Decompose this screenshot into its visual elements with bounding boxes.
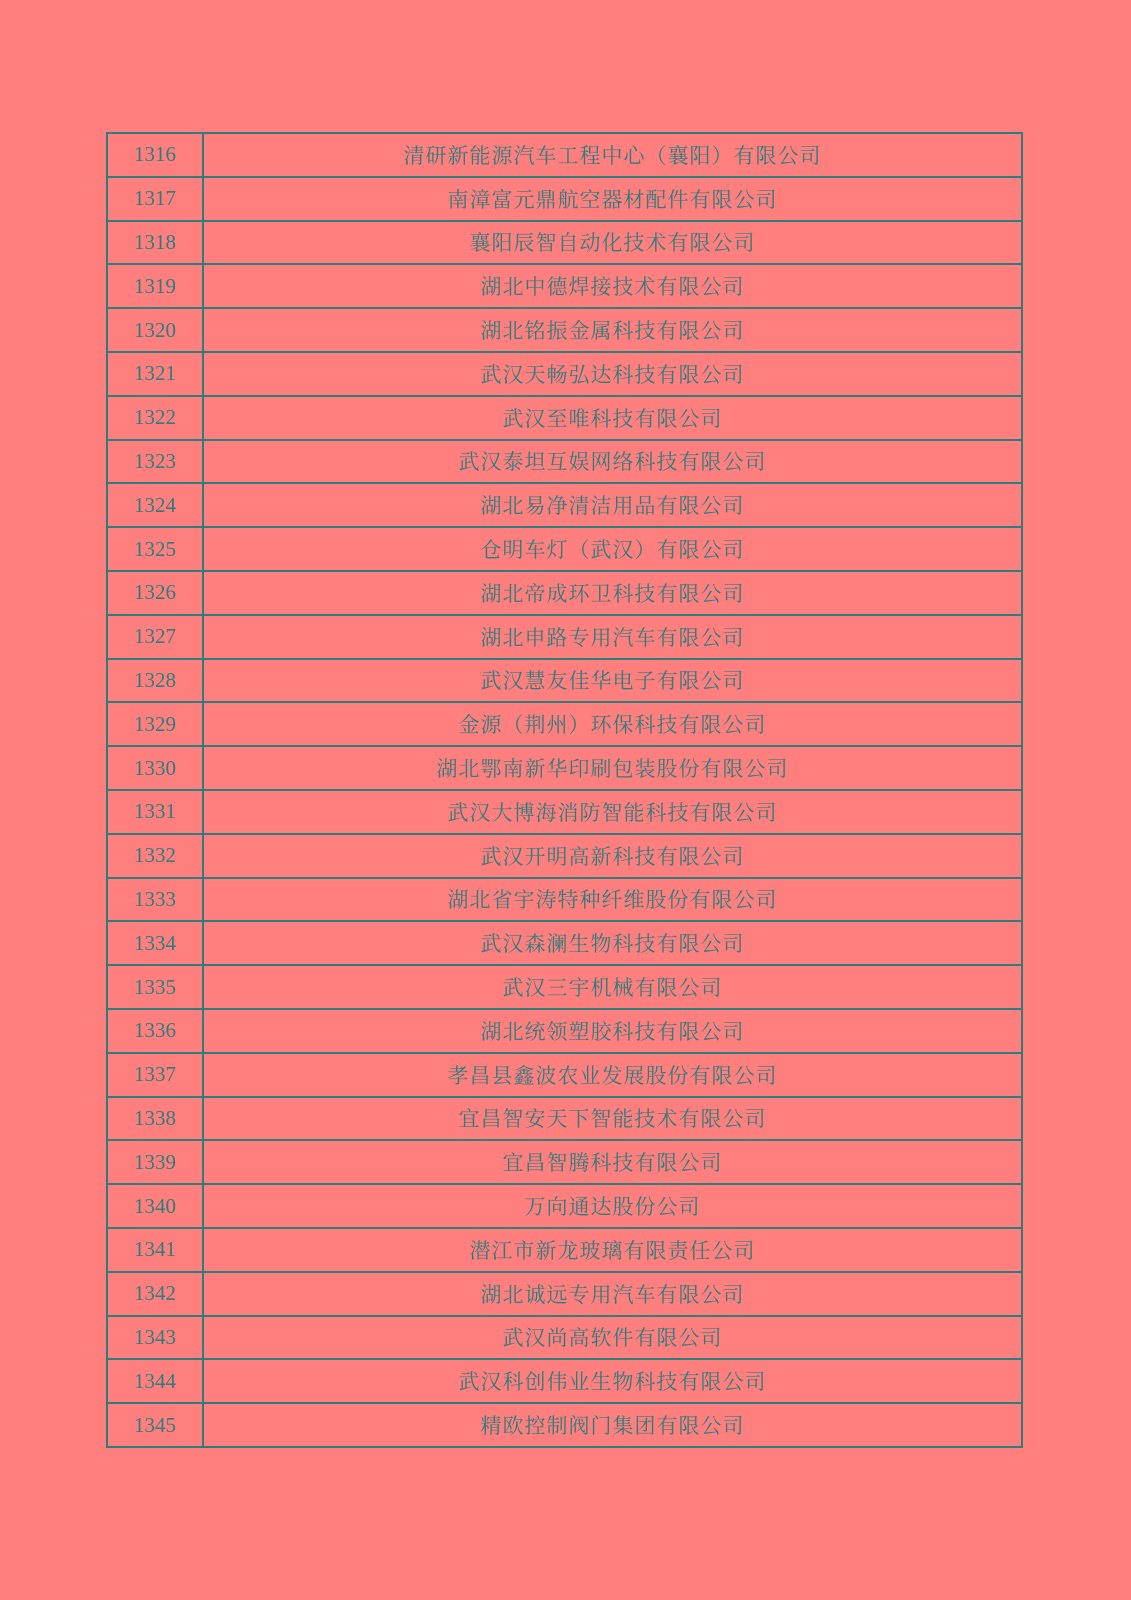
row-number: 1335: [108, 966, 204, 1008]
row-number: 1339: [108, 1141, 204, 1183]
company-name: 武汉泰坦互娱网络科技有限公司: [458, 450, 767, 475]
row-number: 1318: [108, 222, 204, 264]
company-name: 湖北易净清洁用品有限公司: [480, 494, 745, 519]
company-name: 湖北铭振金属科技有限公司: [480, 319, 745, 344]
company-name: 武汉大博海消防智能科技有限公司: [447, 800, 778, 825]
table-row: [108, 1185, 1021, 1229]
row-number: 1329: [108, 703, 204, 745]
table-row: [108, 353, 1021, 397]
company-name: 宜昌智安天下智能技术有限公司: [458, 1107, 767, 1132]
table-row: [108, 1098, 1021, 1142]
company-name: 武汉科创伟业生物科技有限公司: [458, 1370, 767, 1395]
company-name: 湖北诚远专用汽车有限公司: [480, 1282, 745, 1307]
row-number: 1332: [108, 835, 204, 877]
table-row: [108, 1317, 1021, 1361]
table-row: [108, 791, 1021, 835]
table-row: [108, 1404, 1021, 1448]
row-number: 1322: [108, 397, 204, 439]
company-name: 湖北帝成环卫科技有限公司: [480, 581, 745, 606]
table-row: [108, 1054, 1021, 1098]
table-row: [108, 660, 1021, 704]
row-number: 1340: [108, 1185, 204, 1227]
company-name: 武汉三宇机械有限公司: [502, 976, 723, 1001]
row-number: 1317: [108, 178, 204, 220]
company-name: 湖北鄂南新华印刷包装股份有限公司: [436, 757, 789, 782]
table-row: [108, 747, 1021, 791]
company-name: 武汉天畅弘达科技有限公司: [480, 362, 745, 387]
company-name: 武汉慧友佳华电子有限公司: [480, 669, 745, 694]
company-name: 金源（荆州）环保科技有限公司: [458, 713, 767, 738]
table-row: [108, 703, 1021, 747]
table-row: [108, 922, 1021, 966]
row-number: 1341: [108, 1229, 204, 1271]
row-number: 1343: [108, 1317, 204, 1359]
company-name: 湖北统领塑胶科技有限公司: [480, 1019, 745, 1044]
row-number: 1330: [108, 747, 204, 789]
table-row: [108, 1229, 1021, 1273]
table-row: [108, 441, 1021, 485]
company-name: 精欧控制阀门集团有限公司: [480, 1414, 745, 1438]
table-row: [108, 309, 1021, 353]
company-name: 仓明车灯（武汉）有限公司: [480, 538, 745, 563]
row-number: 1338: [108, 1098, 204, 1140]
company-name: 湖北中德焊接技术有限公司: [480, 275, 745, 300]
table-row: [108, 879, 1021, 923]
company-name: 潜江市新龙玻璃有限责任公司: [469, 1238, 756, 1263]
company-name: 武汉开明高新科技有限公司: [480, 844, 745, 869]
row-number: 1328: [108, 660, 204, 702]
table-row: [108, 835, 1021, 879]
table-row: [108, 265, 1021, 309]
table-row: [108, 966, 1021, 1010]
row-number: 1316: [108, 134, 204, 176]
company-name: 湖北省宇涛特种纤维股份有限公司: [447, 888, 778, 913]
row-number: 1334: [108, 922, 204, 964]
table-row: [108, 1273, 1021, 1317]
table-row: [108, 1010, 1021, 1054]
row-number: 1337: [108, 1054, 204, 1096]
company-name: 武汉至唯科技有限公司: [502, 406, 723, 431]
company-name: 武汉森澜生物科技有限公司: [480, 932, 745, 957]
row-number: 1323: [108, 441, 204, 483]
company-name: 清研新能源汽车工程中心（襄阳）有限公司: [403, 143, 822, 168]
table-row: [108, 178, 1021, 222]
row-number: 1327: [108, 616, 204, 658]
table-row: [108, 484, 1021, 528]
row-number: 1326: [108, 572, 204, 614]
company-name: 湖北申路专用汽车有限公司: [480, 625, 745, 650]
table-row: [108, 572, 1021, 616]
company-name: 襄阳辰智自动化技术有限公司: [469, 231, 756, 256]
row-number: 1336: [108, 1010, 204, 1052]
table-row: [108, 134, 1021, 178]
row-number: 1324: [108, 484, 204, 526]
row-number: 1333: [108, 879, 204, 921]
row-number: 1325: [108, 528, 204, 570]
table-row: [108, 222, 1021, 266]
company-name: 孝昌县鑫波农业发展股份有限公司: [447, 1063, 778, 1088]
row-number: 1344: [108, 1360, 204, 1402]
company-name: 万向通达股份公司: [524, 1195, 701, 1220]
table-row: [108, 528, 1021, 572]
table-row: [108, 397, 1021, 441]
company-name: 南漳富元鼎航空器材配件有限公司: [447, 187, 778, 212]
table-row: [108, 1360, 1021, 1404]
row-number: 1321: [108, 353, 204, 395]
row-number: 1331: [108, 791, 204, 833]
row-number: 1319: [108, 265, 204, 307]
row-number: 1345: [108, 1404, 204, 1446]
company-name: 宜昌智腾科技有限公司: [502, 1151, 723, 1176]
row-number: 1342: [108, 1273, 204, 1315]
row-number: 1320: [108, 309, 204, 351]
table-row: [108, 616, 1021, 660]
table-row: [108, 1141, 1021, 1185]
company-table: [106, 132, 1023, 1448]
company-name: 武汉尚高软件有限公司: [502, 1326, 723, 1351]
